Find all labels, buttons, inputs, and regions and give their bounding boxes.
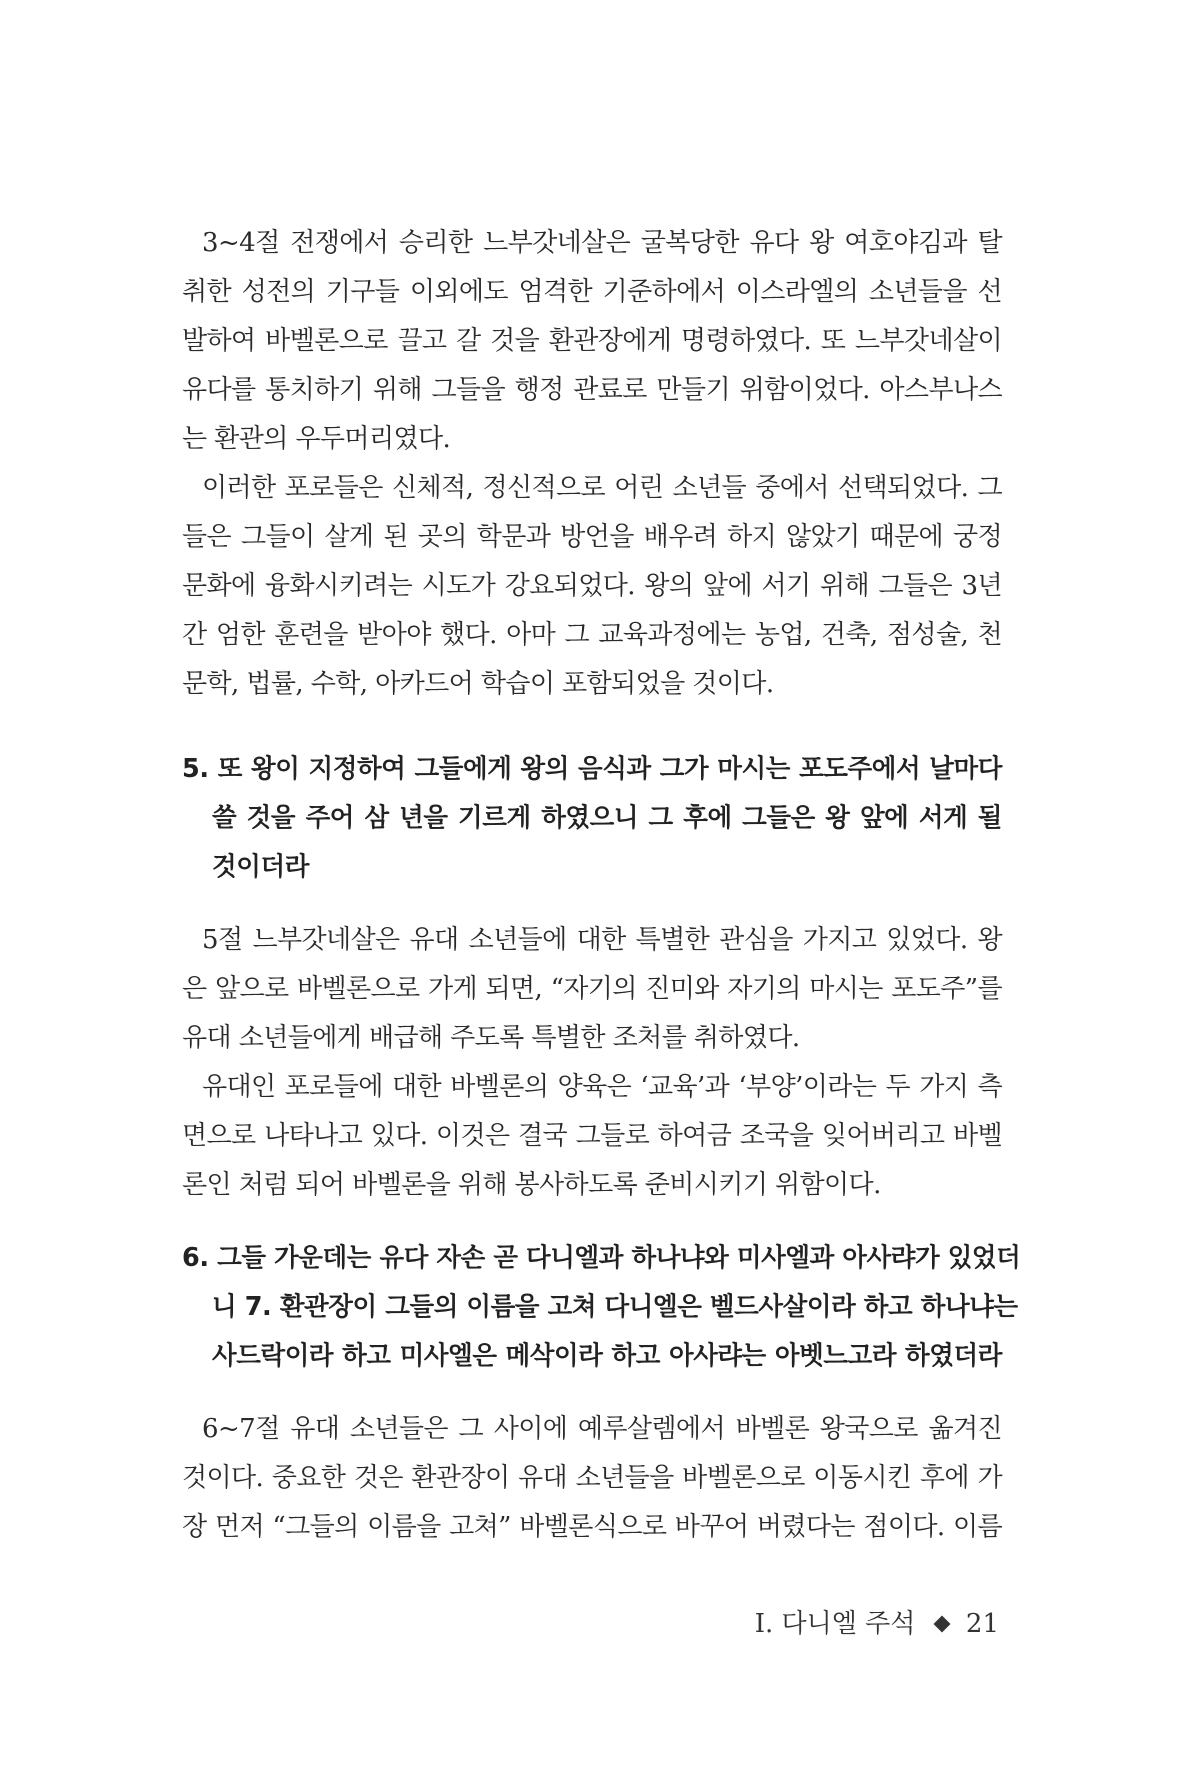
text-line: 는 환관의 우두머리였다.: [182, 424, 451, 454]
verse-line: 쓸 것을 주어 삼 년을 기르게 하였으니 그 후에 그들은 왕 앞에 서게 될: [212, 803, 1002, 833]
commentary-paragraph-3-4: [182, 219, 1002, 464]
text-line: 것이다. 중요한 것은 환관장이 유대 소년들을 바벨론으로 이동시킨 후에 가: [182, 1463, 1002, 1493]
text-line: 유대인 포로들에 대한 바벨론의 양육은 ‘교육’과 ‘부양’이라는 두 가지 측: [202, 1072, 1002, 1102]
text-line: 간 엄한 훈련을 받아야 했다. 아마 그 교육과정에는 농업, 건축, 점성술, 천: [182, 620, 1002, 650]
text-line: 발하여 바벨론으로 끌고 갈 것을 환관장에게 명령하였다. 또 느부갓네살이: [182, 326, 1002, 356]
text-line: 론인 처럼 되어 바벨론을 위해 봉사하도록 준비시키기 위함이다.: [182, 1170, 881, 1200]
commentary-paragraph-6-7: [182, 1405, 1002, 1552]
text-line: 장 먼저 “그들의 이름을 고쳐” 바벨론식으로 바꾸어 버렸다는 점이다. 이름: [182, 1512, 1002, 1542]
commentary-paragraph-captives: [182, 464, 1002, 709]
text-line: 문학, 법률, 수학, 아카드어 학습이 포함되었을 것이다.: [182, 669, 774, 699]
text-line: 은 앞으로 바벨론으로 가게 되면, “자기의 진미와 자기의 마시는 포도주”를: [182, 974, 1002, 1004]
commentary-paragraph-5: [182, 916, 1002, 1063]
verse-line: 사드락이라 하고 미사엘은 메삭이라 하고 아사랴는 아벳느고라 하였더라: [212, 1341, 1002, 1371]
text-line: 유대 소년들에게 배급해 주도록 특별한 조처를 취하였다.: [182, 1023, 800, 1053]
text-line: 들은 그들이 살게 된 곳의 학문과 방언을 배우려 하지 않았기 때문에 궁정: [182, 522, 1002, 552]
text-line: 취한 성전의 기구들 이외에도 엄격한 기준하에서 이스라엘의 소년들을 선: [182, 277, 1002, 307]
verse-line: 6. 그들 가운데는 유다 자손 곧 다니엘과 하나냐와 미사엘과 아사랴가 있었더: [182, 1243, 1021, 1273]
diamond-bullet-icon: [933, 1616, 950, 1633]
chapter-title: I. 다니엘 주석: [754, 1609, 916, 1639]
page-number: 21: [965, 1609, 999, 1639]
verse-line: 니 7. 환관장이 그들의 이름을 고쳐 다니엘은 벨드사살이라 하고 하나냐는: [212, 1292, 1018, 1322]
scripture-verse-6-7: [182, 1234, 1021, 1381]
verse-line: 것이더라: [212, 852, 309, 882]
text-line: 이러한 포로들은 신체적, 정신적으로 어린 소년들 중에서 선택되었다. 그: [202, 473, 1002, 503]
text-line: 면으로 나타나고 있다. 이것은 결국 그들로 하여금 조국을 잊어버리고 바벨: [182, 1121, 1002, 1151]
running-footer: [755, 1603, 999, 1644]
text-line: 3~4절 전쟁에서 승리한 느부갓네살은 굴복당한 유다 왕 여호야김과 탈: [202, 228, 1002, 258]
text-line: 문화에 융화시키려는 시도가 강요되었다. 왕의 앞에 서기 위해 그들은 3년: [182, 571, 1002, 601]
commentary-paragraph-nurture: [182, 1063, 1002, 1210]
scripture-verse-5: [182, 745, 1002, 892]
verse-line: 5. 또 왕이 지정하여 그들에게 왕의 음식과 그가 마시는 포도주에서 날마다: [182, 754, 1002, 784]
text-line: 6~7절 유대 소년들은 그 사이에 예루살렘에서 바벨론 왕국으로 옮겨진: [202, 1414, 1002, 1444]
text-line: 5절 느부갓네살은 유대 소년들에 대한 특별한 관심을 가지고 있었다. 왕: [202, 925, 1002, 955]
text-line: 유다를 통치하기 위해 그들을 행정 관료로 만들기 위함이었다. 아스부나스: [182, 375, 1002, 405]
